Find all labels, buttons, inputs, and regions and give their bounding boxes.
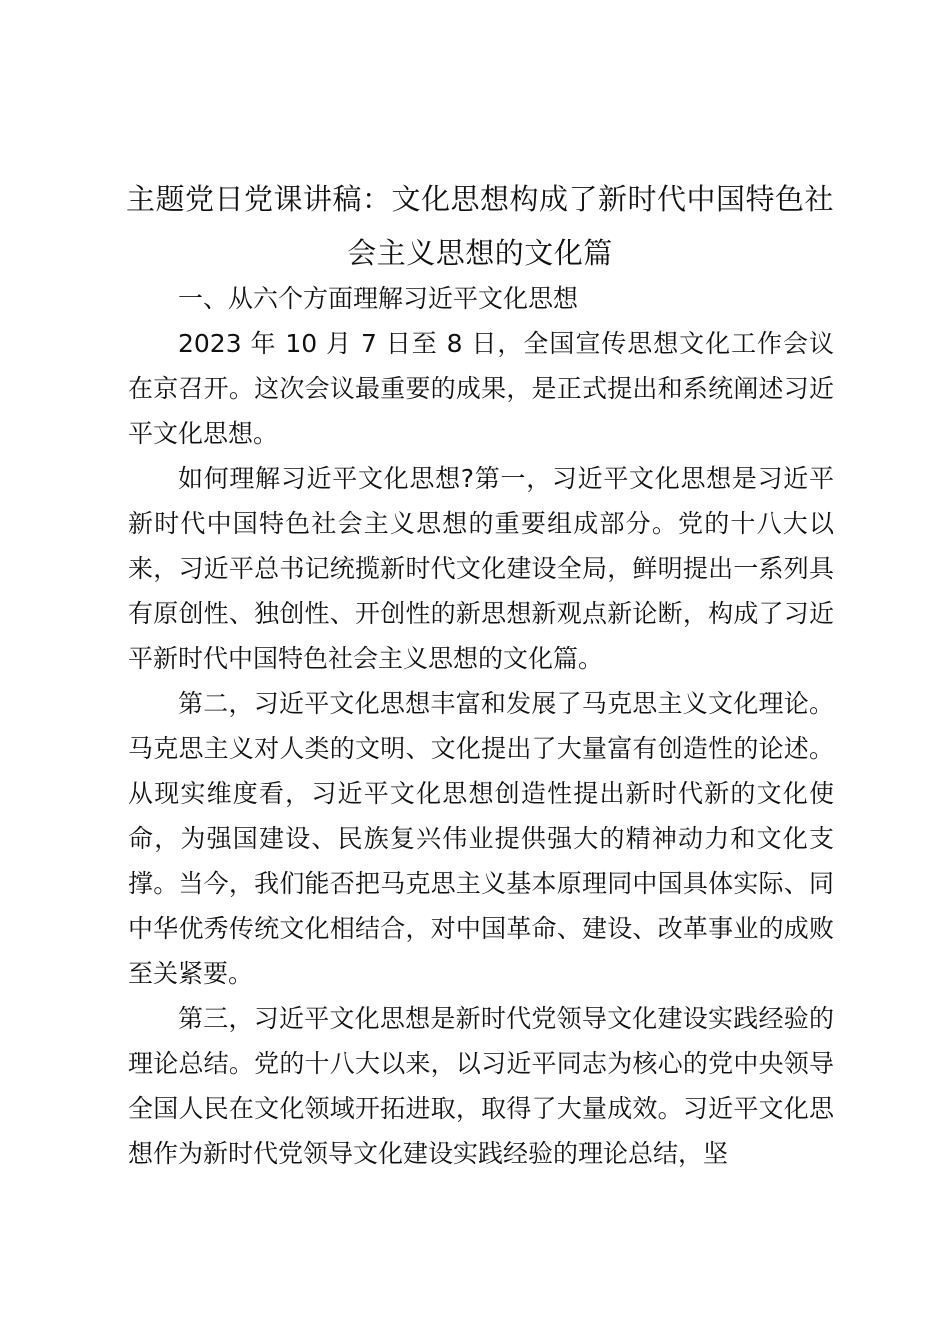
paragraph-3: 第二，习近平文化思想丰富和发展了马克思主义文化理论。马克思主义对人类的文明、文化提出了大量富有创造性的论述。从现实维度看，习近平文化思想创造性提出新时代新的文化使命，为强国建设、民族复兴伟业提供强大的精神动力和文化支撑。当今，我们能否把马克思主义基本原理同中国具体实际、同中华优秀传统文化相结合，对中国革命、建设、改革事业的成败至关紧要。 — [128, 689, 834, 988]
document-title: 主题党日党课讲稿：文化思想构成了新时代中国特色社会主义思想的文化篇 — [125, 182, 834, 270]
paragraph-2: 如何理解习近平文化思想?第一，习近平文化思想是习近平新时代中国特色社会主义思想的重要组成部分。党的十八大以来，习近平总书记统揽新时代文化建设全局，鲜明提出一系列具有原创性、独创性、开创性的新思想新观点新论断，构成了习近平新时代中国特色社会主义思想的文化篇。 — [128, 464, 834, 673]
section-heading: 一、从六个方面理解习近平文化思想 — [178, 284, 579, 313]
paragraph-1: 2023 年 10 月 7 日至 8 日，全国宣传思想文化工作会议在京召开。这次会议最重要的成果，是正式提出和系统阐述习近平文化思想。 — [128, 329, 834, 448]
paragraph-4: 第三，习近平文化思想是新时代党领导文化建设实践经验的理论总结。党的十八大以来，以习近平同志为核心的党中央领导全国人民在文化领域开拓进取，取得了大量成效。习近平文化思想作为新时代党领导文化建设实践经验的理论总结，坚 — [128, 1004, 834, 1168]
document-body — [128, 276, 834, 1176]
